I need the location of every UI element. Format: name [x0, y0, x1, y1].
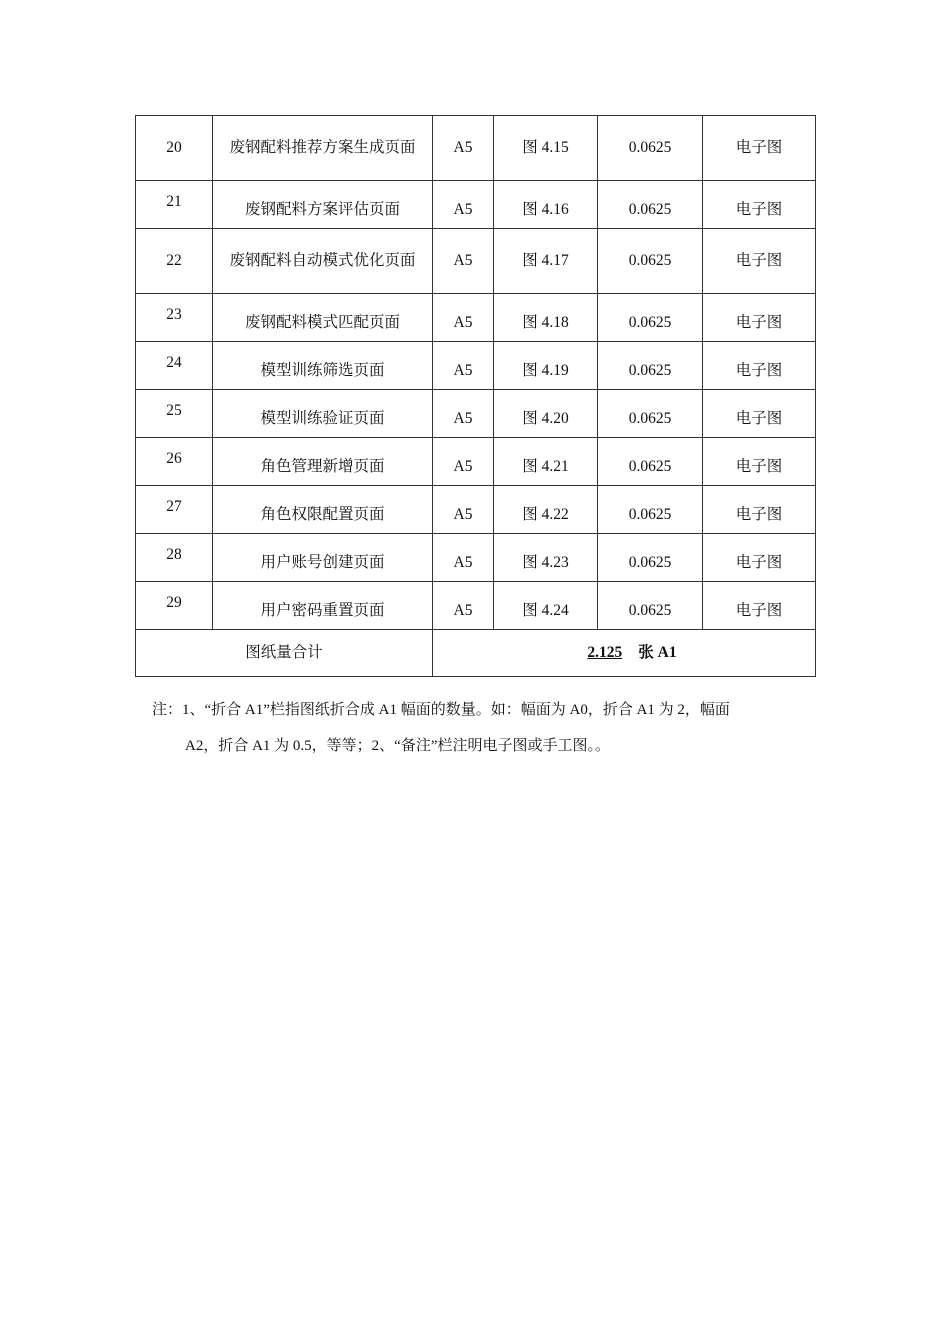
drawing-name: 废钢配料推荐方案生成页面 — [213, 116, 433, 181]
paper-size: A5 — [433, 116, 494, 181]
paper-size: A5 — [453, 505, 473, 523]
figure-number: 图 4.22 — [522, 505, 569, 523]
total-amount: 2.125 — [587, 644, 623, 661]
remark: 电子图 — [735, 601, 783, 619]
row-number: 22 — [166, 252, 182, 269]
a1-equivalent: 0.0625 — [628, 200, 672, 218]
drawing-name: 角色权限配置页面 — [260, 505, 385, 523]
paper-size: A5 — [453, 409, 473, 427]
table-row — [136, 229, 816, 294]
table-row — [136, 181, 816, 229]
footnote-line-1: 注：1、“折合 A1”栏指图纸折合成 A1 幅面的数量。如：幅面为 A0，折合 A1 为 2，幅面 — [152, 702, 730, 718]
a1-equivalent: 0.0625 — [628, 361, 672, 379]
a1-equivalent: 0.0625 — [628, 505, 672, 523]
paper-size: A5 — [453, 553, 473, 571]
paper-size: A5 — [453, 313, 473, 331]
figure-number: 图 4.21 — [522, 457, 569, 475]
paper-size: A5 — [453, 601, 473, 619]
total-value — [433, 630, 816, 677]
remark: 电子图 — [735, 409, 783, 427]
remark: 电子图 — [735, 553, 783, 571]
a1-equivalent: 0.0625 — [628, 601, 672, 619]
figure-number: 图 4.16 — [522, 200, 569, 218]
table-row — [136, 342, 816, 390]
row-number: 29 — [166, 594, 182, 611]
drawing-name: 废钢配料模式匹配页面 — [244, 313, 400, 331]
remark: 电子图 — [735, 313, 783, 331]
a1-equivalent: 0.0625 — [628, 409, 672, 427]
total-label: 图纸量合计 — [136, 630, 433, 677]
row-number: 20 — [166, 139, 182, 156]
drawing-name: 模型训练筛选页面 — [260, 361, 385, 379]
table-row — [136, 390, 816, 438]
figure-number: 图 4.15 — [494, 116, 598, 181]
drawing-name: 废钢配料方案评估页面 — [244, 200, 400, 218]
table-row — [136, 534, 816, 582]
paper-size: A5 — [453, 200, 473, 218]
row-number: 27 — [166, 498, 182, 515]
figure-number: 图 4.20 — [522, 409, 569, 427]
table-row — [136, 582, 816, 630]
a1-equivalent: 0.0625 — [628, 313, 672, 331]
table-row — [136, 486, 816, 534]
a1-equivalent: 0.0625 — [628, 553, 672, 571]
remark: 电子图 — [735, 457, 783, 475]
row-number: 28 — [166, 546, 182, 563]
table-row — [136, 438, 816, 486]
a1-equivalent: 0.0625 — [628, 457, 672, 475]
drawing-name: 用户账号创建页面 — [260, 553, 385, 571]
figure-number: 图 4.23 — [522, 553, 569, 571]
figure-number: 图 4.17 — [494, 229, 598, 294]
drawing-name: 用户密码重置页面 — [260, 601, 385, 619]
remark: 电子图 — [703, 116, 816, 181]
total-unit: 张 A1 — [638, 644, 677, 661]
row-number: 21 — [166, 193, 182, 210]
remark: 电子图 — [703, 229, 816, 294]
table-row — [136, 116, 816, 181]
footnote-line-2: A2，折合 A1 为 0.5，等等；2、“备注”栏注明电子图或手工图。。 — [185, 738, 610, 754]
paper-size: A5 — [453, 457, 473, 475]
remark: 电子图 — [735, 361, 783, 379]
footnote — [152, 692, 802, 764]
figure-number: 图 4.18 — [522, 313, 569, 331]
paper-size: A5 — [453, 361, 473, 379]
row-number: 24 — [166, 354, 182, 371]
drawing-name: 角色管理新增页面 — [260, 457, 385, 475]
drawing-name: 模型训练验证页面 — [260, 409, 385, 427]
total-row — [136, 630, 816, 677]
remark: 电子图 — [735, 505, 783, 523]
a1-equivalent: 0.0625 — [598, 229, 703, 294]
figure-number: 图 4.24 — [522, 601, 569, 619]
paper-size: A5 — [433, 229, 494, 294]
table-row — [136, 294, 816, 342]
drawing-name: 废钢配料自动模式优化页面 — [213, 229, 433, 294]
drawing-list-table — [135, 115, 816, 677]
row-number: 23 — [166, 306, 182, 323]
a1-equivalent: 0.0625 — [598, 116, 703, 181]
remark: 电子图 — [735, 200, 783, 218]
figure-number: 图 4.19 — [522, 361, 569, 379]
row-number: 25 — [166, 402, 182, 419]
row-number: 26 — [166, 450, 182, 467]
